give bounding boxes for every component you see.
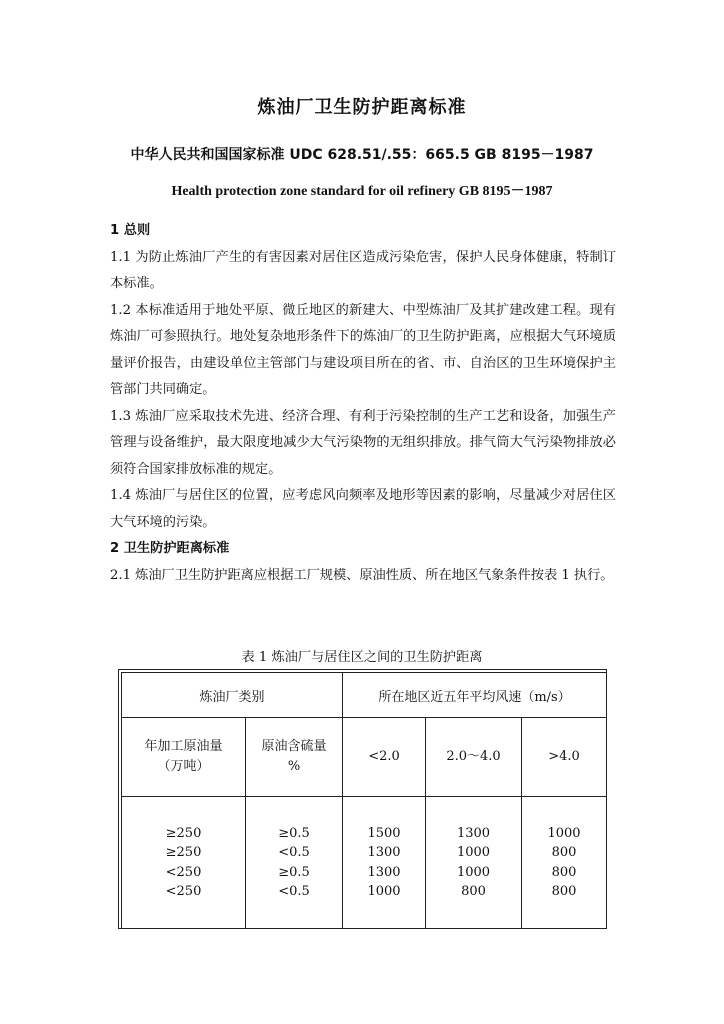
- table-cell: ≥250: [165, 825, 202, 841]
- standard-number-cn: 中华人民共和国国家标准 UDC 628.51/.55：665.5 GB 8195－1987: [130, 147, 594, 163]
- document-title: 炼油厂卫生防护距离标准: [257, 97, 467, 118]
- paragraph-2-1: 2.1 炼油厂卫生防护距离应根据工厂规模、原油性质、所在地区气象条件按表 1 执行。: [110, 567, 614, 583]
- table-cell: ≥0.5: [278, 825, 310, 841]
- wind-low-column: [343, 797, 426, 929]
- table-cell: <250: [165, 864, 202, 880]
- header-capacity: [122, 718, 246, 797]
- table-cell: 1000: [456, 864, 491, 880]
- table-group-header-row: [122, 673, 607, 718]
- paragraph-1-3: 1.3 炼油厂应采取技术先进、经济合理、有利于污染控制的生产工艺和设备，加强生产管理与设备维护，最大限度地减少大气污染物的无组织排放。排气筒大气污染物排放必须符合国家排放标准的规定。: [110, 408, 616, 477]
- wind-mid-column: [426, 797, 522, 929]
- header-refinery-category: 炼油厂类别: [122, 673, 343, 718]
- table-column-header-row: [122, 718, 607, 797]
- header-sulfur-line1: 原油含硫量: [261, 739, 327, 754]
- header-capacity-line1: 年加工原油量: [144, 739, 223, 754]
- table-cell: 1500: [367, 825, 401, 841]
- table-cell: 1000: [547, 825, 581, 841]
- paragraph-1-1: 1.1 为防止炼油厂产生的有害因素对居住区造成污染危害，保护人民身体健康，特制订本标准。: [110, 249, 616, 291]
- section-1-heading: 1 总则: [110, 223, 151, 238]
- standard-title-en: Health protection zone standard for oil refinery GB 8195－1987: [171, 184, 553, 199]
- table-cell: 1000: [456, 845, 491, 860]
- sulfur-column: [246, 797, 343, 929]
- document-body: [110, 218, 616, 589]
- table-cell: ≥250: [165, 845, 202, 860]
- table-cell: 800: [551, 884, 577, 899]
- header-wind-low: <2.0: [343, 718, 426, 797]
- table-cell: 800: [461, 884, 486, 899]
- table-data-row: [122, 797, 607, 929]
- header-wind-speed: 所在地区近五年平均风速（m/s）: [343, 673, 607, 718]
- header-wind-mid: 2.0～4.0: [426, 718, 522, 797]
- table-cell: 800: [551, 845, 577, 860]
- header-capacity-line2: （万吨）: [157, 759, 210, 774]
- distance-table: [121, 672, 607, 929]
- paragraph-1-4: 1.4 炼油厂与居住区的位置，应考虑风向频率及地形等因素的影响，尽量减少对居住区大气环境的污染。: [110, 488, 616, 530]
- table-cell: 800: [551, 864, 577, 880]
- table-cell: <0.5: [278, 845, 310, 860]
- table-cell: <250: [165, 884, 202, 899]
- header-sulfur-line2: %: [287, 759, 301, 774]
- capacity-column: [122, 797, 246, 929]
- table-cell: 1300: [367, 845, 401, 860]
- header-wind-high: >4.0: [522, 718, 607, 797]
- section-2-heading: 2 卫生防护距离标准: [110, 541, 230, 556]
- table-caption: 表 1 炼油厂与居住区之间的卫生防护距离: [241, 650, 483, 665]
- wind-high-column: [522, 797, 607, 929]
- paragraph-1-2: 1.2 本标准适用于地处平原、微丘地区的新建大、中型炼油厂及其扩建改建工程。现有炼油厂可参照执行。地处复杂地形条件下的炼油厂的卫生防护距离，应根据大气环境质量评价报告，由建设单位主管部门与建设项目所在的省、市、自治区的卫生环境保护主管部门共同确定。: [110, 302, 616, 397]
- header-sulfur: [246, 718, 343, 797]
- table-cell: <0.5: [278, 884, 310, 899]
- table-cell: 1300: [367, 864, 401, 880]
- table-cell: 1300: [456, 825, 491, 841]
- table-cell: 1000: [367, 884, 401, 899]
- table-cell: ≥0.5: [278, 864, 310, 880]
